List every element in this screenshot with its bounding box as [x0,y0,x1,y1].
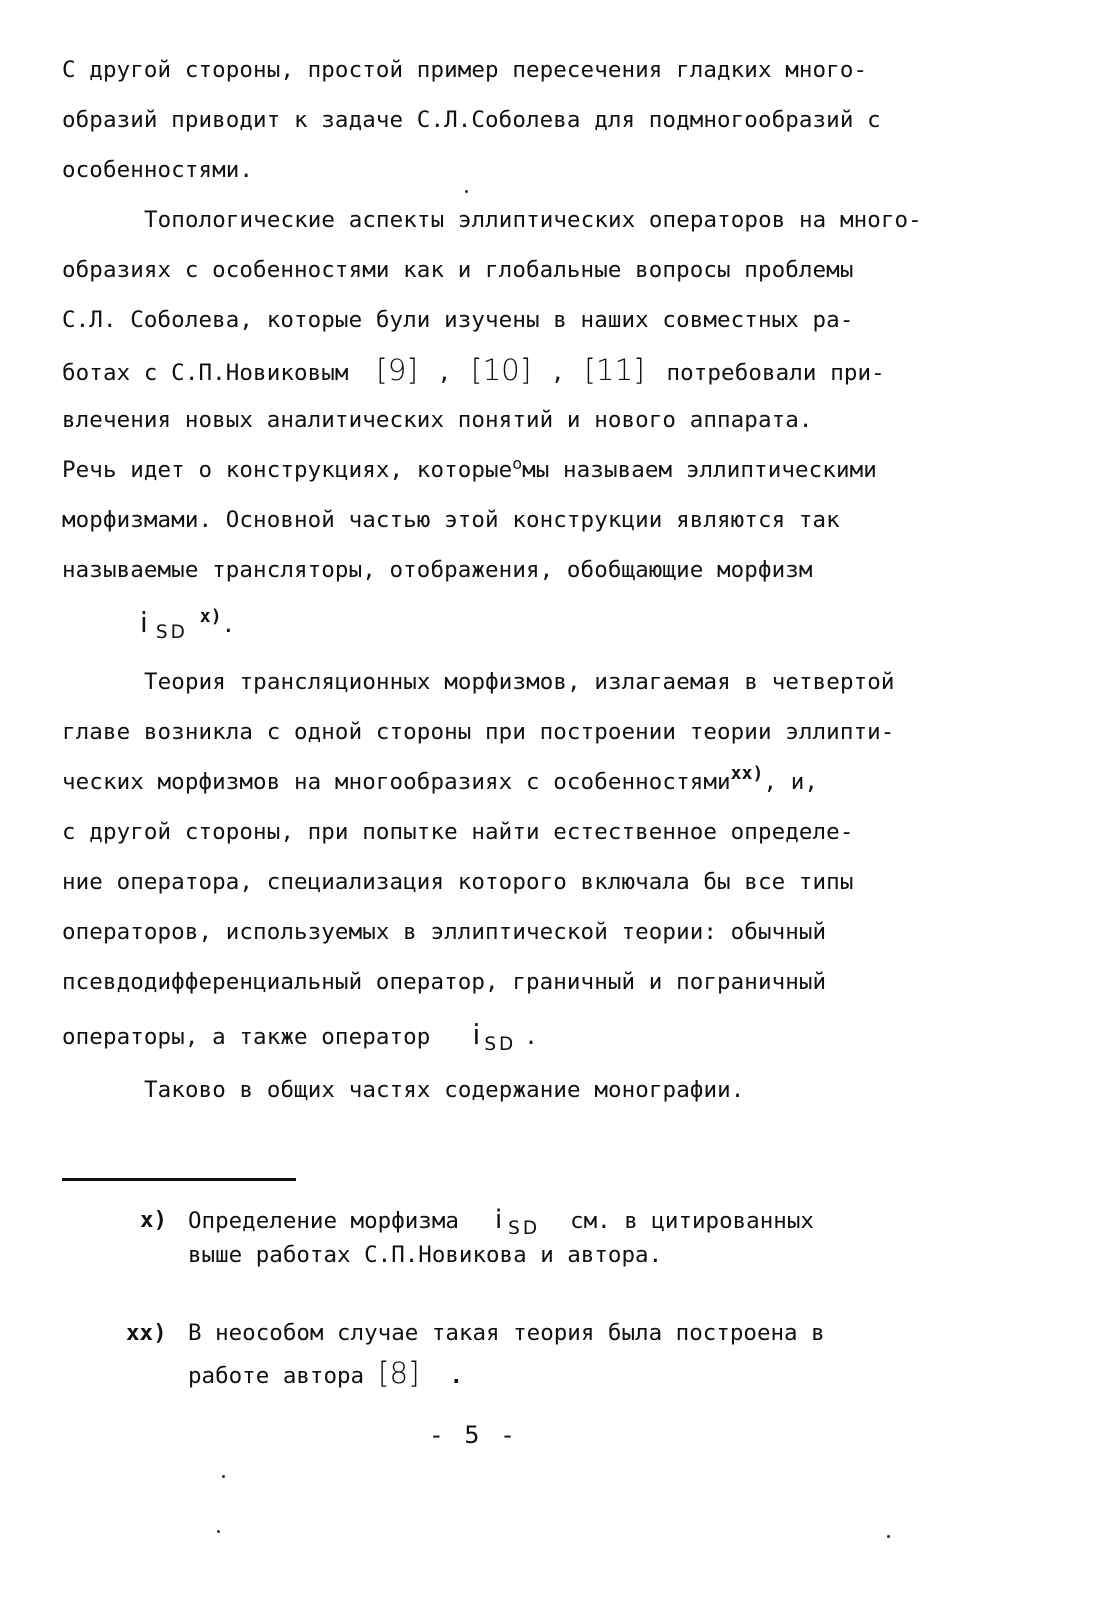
footnote-2-line-2 [188,1358,463,1391]
paragraph-3-line-2: главе возникла с одной стороны при построении теории эллипти- [62,719,895,745]
scan-speck [217,1530,220,1533]
paragraph-2-line-7: морфизмами. Основной частью этой конструкции являются так [62,507,840,533]
paragraph-3-line-1: Теория трансляционных морфизмов, излагаемая в четвертой [144,669,895,695]
footnote-ref-x: x) [199,606,222,628]
footnote-2-mark: xx) [126,1320,167,1346]
morphism-symbol: i [140,606,148,639]
footnote-morphism-symbol: i [494,1205,503,1235]
citation-separator: , [437,360,452,386]
footnote-1-end-text: см. в цитированных [570,1208,814,1234]
footnote-1-mark: x) [140,1207,168,1233]
citation-11: [11] [584,353,645,387]
paragraph-3-line-8 [62,1020,538,1054]
paragraph-1-line-3: особенностями. [62,157,254,183]
footnote-1-line-1 [188,1205,814,1238]
line-6-start-text: Речь идет о конструкциях, которые [62,457,513,483]
footnote-ref-xx: xx) [730,763,764,785]
paragraph-3-line-4: с другой стороны, при попытке найти естественное определе- [62,819,854,845]
paragraph-3-line-6: операторов, используемых в эллиптической теории: обычный [62,919,827,945]
footnote-1-start-text: Определение морфизма [188,1208,459,1234]
paragraph-2-line-6 [62,455,877,487]
operator-subscript: SD [484,1034,517,1056]
scan-speck [222,1475,225,1478]
footnote-separator [62,1178,296,1181]
paragraph-3-line-5: ние оператора, специализация которого включала бы все типы [62,869,854,895]
paragraph-2-line-8: называемые трансляторы, отображения, обобщающие морфизм [62,557,813,583]
paragraph-2-line-1: Топологические аспекты эллиптических операторов на много- [144,207,922,233]
line-8-start-text: операторы, а также оператор [62,1024,431,1050]
line-6-end-text: мы называем эллиптическими [522,457,877,483]
scan-speck [465,190,468,193]
citation-10: [10] [470,353,532,387]
paragraph-4-line-1: Таково в общих частях содержание монографии. [144,1077,745,1103]
footnote-1-line-2: выше работах С.П.Новикова и автора. [188,1242,663,1268]
paragraph-1-line-2: образий приводит к задаче С.Л.Соболева для подмногообразий с [62,107,881,133]
paragraph-2-line-4 [62,355,885,388]
citation-9: [9] [376,353,418,387]
page-number: - 5 - [432,1421,520,1449]
citation-8: [8] [378,1356,420,1390]
citation-separator: , [551,360,565,386]
line-3-end-text: , и, [763,769,819,795]
scan-speck [887,1535,890,1538]
line-4-start-text: ботах с С.П.Новиковым [62,360,349,386]
operator-symbol: i [472,1018,481,1051]
handwritten-mark: о [512,454,523,474]
period: . [449,1363,464,1389]
footnote-morphism-subscript: SD [508,1218,541,1240]
period: . [221,612,236,638]
paragraph-2-line-3: С.Л. Соболева, которые були изучены в наших совместных ра- [62,307,854,333]
paragraph-3-line-3 [62,763,819,799]
morphism-subscript: SD [155,622,188,644]
paragraph-1-line-1: С другой стороны, простой пример пересечения гладких много- [62,57,868,83]
footnote-2-start-text: работе автора [188,1363,365,1389]
paragraph-2-line-9 [140,608,235,642]
period: . [524,1024,538,1050]
line-3-start-text: ческих морфизмов на многообразиях с особенностями [62,769,731,795]
paragraph-3-line-7: псевдодифференциальный оператор, граничный и пограничный [62,969,827,995]
paragraph-2-line-5: влечения новых аналитических понятий и нового аппарата. [62,407,813,433]
footnote-2-line-1: В неособом случае такая теория была построена в [188,1320,825,1346]
paragraph-2-line-2: образиях с особенностями как и глобальные вопросы проблемы [62,257,854,283]
line-4-end-text: потребовали при- [666,360,885,386]
